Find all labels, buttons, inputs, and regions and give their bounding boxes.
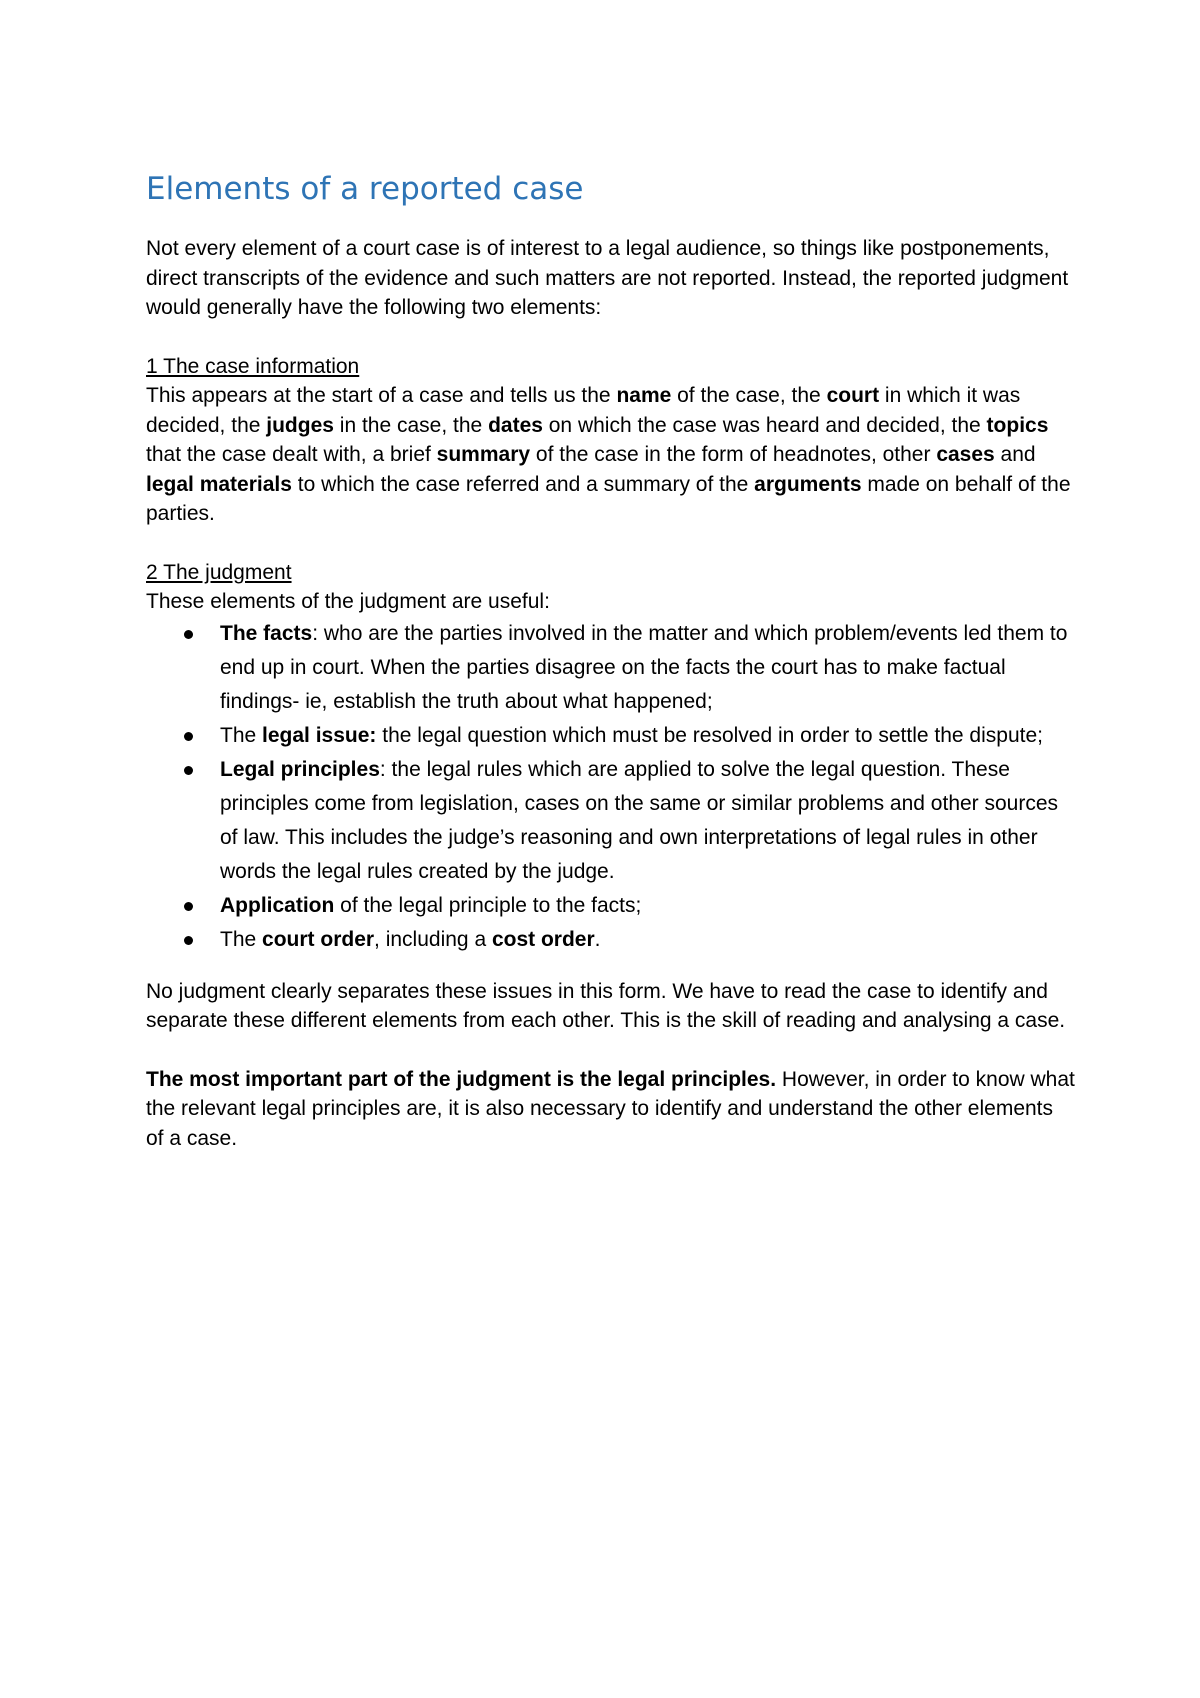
section-heading-judgment: 2 The judgment (146, 560, 292, 584)
list-item-application: Application of the legal principle to the facts; (146, 889, 1076, 923)
page-title: Elements of a reported case (146, 171, 584, 207)
section-heading-case-information: 1 The case information (146, 354, 360, 378)
list-item-legal-issue: The legal issue: the legal question which must be resolved in order to settle the dispute; (146, 719, 1076, 753)
closing-paragraph-2: The most important part of the judgment is the legal principles. However, in order to know what the relevant legal principles are, it is also necessary to identify and understand the other elements of a case. (146, 1067, 1075, 1150)
bullet-icon (184, 902, 193, 911)
list-item-court-order: The court order, including a cost order. (146, 923, 1076, 957)
closing-paragraph-1: No judgment clearly separates these issues in this form. We have to read the case to identify and separate these different elements from each other. This is the skill of reading and analysing a case. (146, 979, 1066, 1032)
bullet-icon (184, 766, 193, 775)
spacer (146, 323, 1076, 352)
bullet-icon (184, 732, 193, 741)
list-item-legal-principles: Legal principles: the legal rules which are applied to solve the legal question. These principles come from legislation, cases on the same or similar problems and other sources of law. This includes the judge’s reasoning and own interpretations of legal rules in other words the legal rules created by the judge. (146, 753, 1076, 889)
list-item-facts: The facts: who are the parties involved in the matter and which problem/events led them to end up in court. When the parties disagree on the facts the court has to make factual findings- ie, establish the truth about what happened; (146, 617, 1076, 719)
intro-paragraph: Not every element of a court case is of interest to a legal audience, so things like postponements, direct transcripts of the evidence and such matters are not reported. Instead, the reported judgment would generally have the following two elements: (146, 237, 1069, 319)
bullet-icon (184, 936, 193, 945)
spacer (146, 1036, 1076, 1065)
judgment-elements-list (146, 617, 1076, 957)
spacer (146, 529, 1076, 558)
case-information-paragraph: This appears at the start of a case and tells us the name of the case, the court in which it was decided, the judges in the case, the dates on which the case was heard and decided, the topics that the case dealt with, a brief summary of the case in the form of headnotes, other cases and legal materials to which the case referred and a summary of the arguments made on behalf of the parties. (146, 384, 1071, 525)
judgment-lead: These elements of the judgment are useful: (146, 590, 550, 613)
bullet-icon (184, 630, 193, 639)
document-page (146, 168, 1076, 1153)
